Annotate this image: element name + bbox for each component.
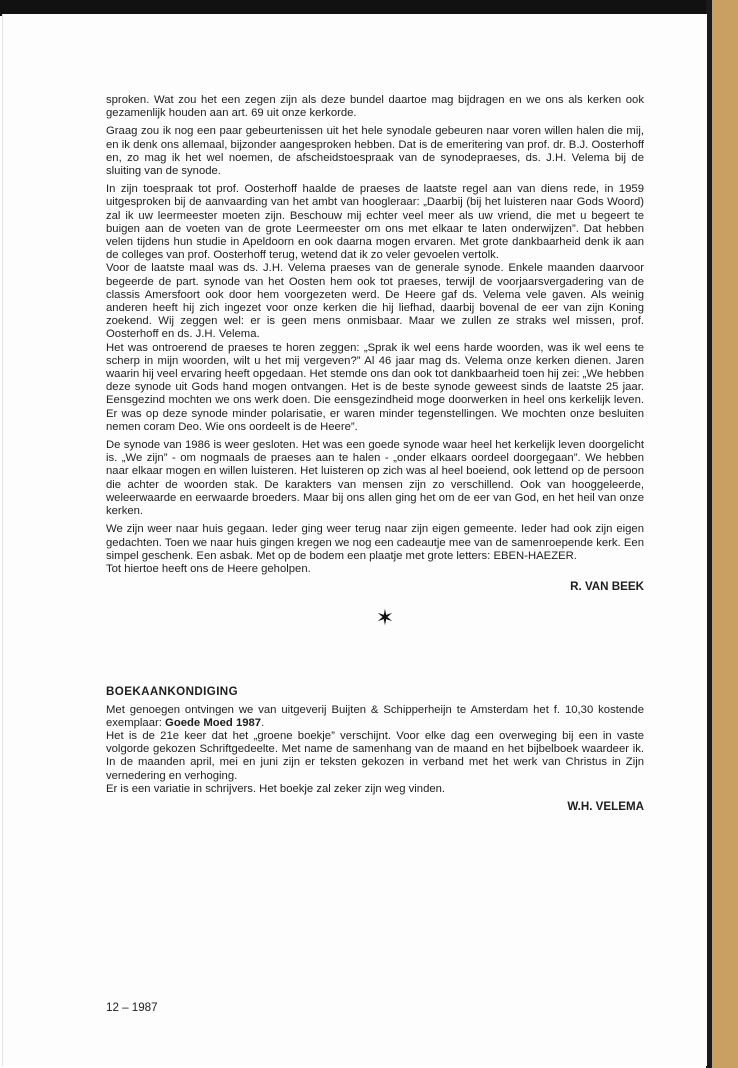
paper-edge — [712, 0, 738, 1068]
scan-right-border — [706, 0, 738, 1068]
paragraph: Graag zou ik nog een paar gebeurtenissen uit het hele synodale gebeuren naar voren willen halen die mij, en ik denk ons allemaal, bijzonder aangesproken hebben. Dat is de emeritering van prof. dr. B.J. Oosterhoff en, zo mag ik het wel noemen, de afscheidstoespraak van de synodepraeses, ds. J.H. Velema bij de sluiting van de synode. — [106, 125, 644, 178]
author-signature: W.H. VELEMA — [567, 799, 644, 813]
paragraph: Het was ontroerend de praeses te horen zeggen: „Sprak ik wel eens harde woorden, was ik wel eens te scherp in mijn woorden, wilt u het mij vergeven?” Al 46 jaar mag ds. Velema onze kerken dienen. Jaren waarin hij veel ervaring heeft opgedaan. Het stemde ons dan ook tot dankbaarheid toen hij zei: „We hebben deze synode uit Gods hand mogen ontvangen. Het is de beste synode geweest sinds de laatste 25 jaar. Eensgezind mochten we ons werk doen. Die eensgezindheid moge doorwerken in heel ons kerkelijk leven. Er was op deze synode minder polarisatie, er waren minder tegenstellingen. We mochten onze besluiten nemen coram Deo. Wie ons oordeelt is de Heere”. — [106, 341, 644, 433]
author-signature: R. VAN BEEK — [570, 580, 644, 594]
announcement-paragraph: Er is een variatie in schrijvers. Het boekje zal zeker zijn weg vinden. — [106, 782, 446, 795]
announcement-text: Met genoegen ontvingen we van uitgeverij Buijten & Schipperheijn te Amsterdam het f. 10,30 kostende exemplaar: — [106, 703, 644, 729]
section-heading: BOEKAANKONDIGING — [106, 685, 239, 699]
star-separator-icon: ✶ — [375, 605, 395, 631]
announcement-punct: . — [261, 716, 265, 729]
paragraph: Voor de laatste maal was ds. J.H. Velema praeses van de generale synode. Enkele maanden daarvoor begeerde de part. synode van het Oosten hem ook tot praeses, terwijl de voorjaarsvergadering van de classis Amersfoort ook door hem voorgezeten werd. De Heere gaf ds. Velema vele gaven. Als weinig anderen heeft hij zich ingezet voor onze kerken die hij liefhad, daarbij bovenal de eer van zijn Koning zoekend. Wij zeggen wel: er is geen mens onmisbaar. Maar we zullen ze straks wel missen, prof. Oosterhoff en ds. J.H. Velema. — [106, 262, 644, 341]
announcement-paragraph — [106, 704, 644, 730]
book-title: Goede Moed 1987 — [165, 716, 262, 729]
article-body — [106, 94, 644, 813]
paragraph: De synode van 1986 is weer gesloten. Het was een goede synode waar heel het kerkelijk leven doorgelicht is. „We zijn” - om nogmaals de praeses aan te halen - „onder elkaars oordeel doorgegaan”. We hebben naar elkaar mogen en willen luisteren. Het luisteren op zich was al heel boeiend, ook lettend op de persoon die achter de woorden stak. De karakters van mensen zijn zo verschillend. Ook van hooggeleerde, weleerwaarde en eerwaarde broeders. Maar bij ons allen ging het om de eer van God, en het heil van onze kerken. — [106, 439, 644, 518]
paragraph: We zijn weer naar huis gegaan. Ieder ging weer terug naar zijn eigen gemeente. Ieder had ook zijn eigen gedachten. Toen we naar huis gingen kregen we nog een cadeautje mee van de samenroepende kerk. Een simpel geschenk. Een asbak. Met op de bodem een plaatje met grote letters: EBEN-HAEZER. — [106, 523, 644, 562]
paragraph: In zijn toespraak tot prof. Oosterhoff haalde de praeses de laatste regel aan van diens rede, in 1959 uitgesproken bij de aanvaarding van het ambt van hoogleraar: „Daarbij (bij het luisteren naar Gods Woord) zal ik uw leermeester moeten zijn. Beschouw mij echter veel meer als uw vriend, die met u begeert te buigen aan de voeten van de grote Leermeester om ons met elkaar te laten onderwijzen”. Dat hebben velen tijdens hun studie in Apeldoorn en ook daarna mogen ervaren. Met grote dankbaarheid denk ik aan de colleges van prof. Oosterhoff terug, wetend dat ik zo veler gevoelen vertolk. — [106, 183, 644, 262]
announcement-paragraph: Het is de 21e keer dat het „groene boekje” verschijnt. Voor elke dag een overweging bij een in vaste volgorde gekozen Schriftgedeelte. Met name de samenhang van de maand en het bijbelboek waardeer ik. In de maanden april, mei en juni zijn er teksten gekozen in verband met het werk van Christus in Zijn vernedering en verhoging. — [106, 729, 644, 782]
page-number: 12 – 1987 — [106, 1001, 158, 1014]
paragraph: Tot hiertoe heeft ons de Heere geholpen. — [106, 562, 311, 575]
paragraph: sproken. Wat zou het een zegen zijn als deze bundel daartoe mag bijdragen en we ons als kerken ook gezamenlijk houden aan art. 69 uit onze kerkorde. — [106, 94, 644, 120]
